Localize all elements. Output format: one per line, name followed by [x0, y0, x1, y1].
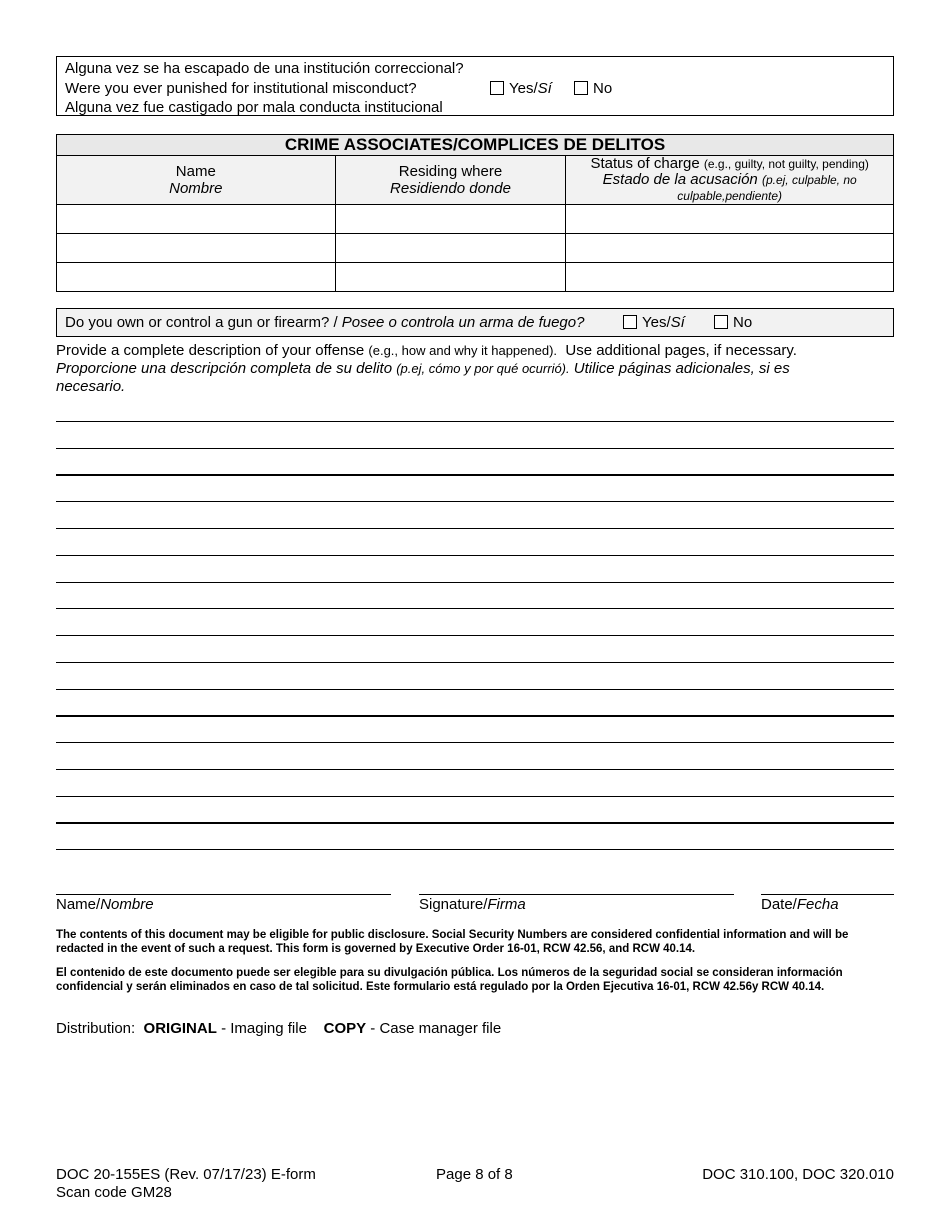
footer-policy: DOC 310.100, DOC 320.010	[702, 1166, 894, 1183]
col-status-en-hint: (e.g., guilty, not guilty, pending)	[703, 157, 869, 171]
associate-status-cell[interactable]	[566, 205, 894, 234]
footer-form-id: DOC 20-155ES (Rev. 07/17/23) E-form	[56, 1166, 316, 1183]
yes-label: Yes/	[642, 314, 671, 331]
writing-line[interactable]	[56, 448, 894, 449]
name-label-en: Name/	[56, 896, 101, 913]
associate-name-cell[interactable]	[57, 234, 336, 263]
col-residing-es: Residiendo donde	[390, 180, 511, 197]
offense-prompt-es-tail: Utilice páginas adicionales, si es necesario.	[56, 360, 790, 395]
offense-prompt-en-tail: Use additional pages, if necessary.	[565, 342, 797, 359]
associate-status-cell[interactable]	[566, 234, 894, 263]
associate-name-cell[interactable]	[57, 205, 336, 234]
col-name-en: Name	[175, 163, 216, 180]
signature-label-es: Firma	[487, 896, 526, 913]
distribution-label: Distribution:	[56, 1020, 136, 1037]
date-label-es: Fecha	[796, 896, 839, 913]
col-header-name	[57, 156, 336, 205]
writing-line[interactable]	[56, 474, 894, 476]
writing-line[interactable]	[56, 715, 894, 717]
table-row	[57, 263, 894, 292]
no-label: No	[593, 80, 613, 97]
associate-residing-cell[interactable]	[335, 205, 566, 234]
signature-label-en: Signature/	[419, 896, 488, 913]
name-signature-line[interactable]	[56, 894, 391, 895]
firearm-yes-checkbox[interactable]	[623, 315, 637, 329]
misconduct-yes-checkbox[interactable]	[490, 81, 504, 95]
table-row	[57, 205, 894, 234]
footer-page-number: Page 8 of 8	[436, 1166, 513, 1183]
distribution-original-desc: - Imaging file	[221, 1020, 307, 1037]
firearm-question	[65, 313, 584, 333]
writing-line[interactable]	[56, 555, 894, 556]
col-status-es: Estado de la acusación	[602, 171, 758, 188]
legal-notice-en: The contents of this document may be eligible for public disclosure. Social Security Numbers are considered confidential information and will be redacted in the event of such a request. This form is governed by Executive Order 16-01, RCW 42.56, and RCW 40.14.	[56, 929, 849, 955]
legal-notice-es: El contenido de este documento puede ser elegible para su divulgación pública. Los números de la seguridad social se consideran información confidencial y serán eliminados en caso de tal solicitud. Este formulario está regulado por la Orden Ejecutiva 16-01, RCW 42.56y RCW 40.14.	[56, 967, 843, 993]
offense-prompt-es-hint: (p.ej, cómo y por qué ocurrió).	[396, 361, 570, 376]
yes-label: Yes/	[509, 80, 538, 97]
footer-scan-code: Scan code GM28	[56, 1184, 172, 1201]
date-label-en: Date/	[761, 896, 797, 913]
crime-associates-title: CRIME ASSOCIATES/COMPLICES DE DELITOS	[57, 135, 894, 156]
distribution	[56, 1020, 501, 1038]
distribution-copy-desc: - Case manager file	[370, 1020, 502, 1037]
col-status-es-hint: (p.ej, culpable, no culpable,pendiente)	[677, 173, 857, 203]
col-residing-en: Residing where	[398, 163, 503, 180]
escape-misconduct-box	[56, 56, 894, 116]
misconduct-no-checkbox[interactable]	[574, 81, 588, 95]
col-header-status	[566, 156, 894, 205]
col-header-residing	[335, 156, 566, 205]
firearm-question-box	[56, 308, 894, 337]
signature-line[interactable]	[419, 894, 734, 895]
table-row	[57, 234, 894, 263]
distribution-copy: COPY	[323, 1020, 367, 1037]
yes-label-es: Sí	[537, 80, 552, 97]
misconduct-no-option[interactable]	[574, 79, 612, 99]
firearm-no-checkbox[interactable]	[714, 315, 728, 329]
writing-line[interactable]	[56, 421, 894, 422]
offense-prompt-es	[56, 360, 856, 396]
col-status-en: Status of charge	[590, 155, 700, 172]
writing-line[interactable]	[56, 501, 894, 502]
firearm-no-option[interactable]	[714, 313, 752, 333]
yes-label-es: Sí	[670, 314, 685, 331]
writing-line[interactable]	[56, 528, 894, 529]
writing-line[interactable]	[56, 769, 894, 770]
writing-line[interactable]	[56, 822, 894, 824]
distribution-original: ORIGINAL	[143, 1020, 217, 1037]
associate-name-cell[interactable]	[57, 263, 336, 292]
offense-prompt-en-hint: (e.g., how and why it happened).	[368, 343, 558, 358]
date-label	[761, 896, 839, 914]
writing-line[interactable]	[56, 662, 894, 663]
associate-status-cell[interactable]	[566, 263, 894, 292]
associate-residing-cell[interactable]	[335, 234, 566, 263]
writing-line[interactable]	[56, 796, 894, 797]
offense-prompt-en	[56, 342, 856, 360]
offense-prompt-es-text: Proporcione una descripción completa de su delito	[56, 360, 393, 377]
crime-associates-table-wrap	[56, 134, 894, 292]
firearm-question-en: Do you own or control a gun or firearm? /	[65, 314, 342, 331]
writing-line[interactable]	[56, 689, 894, 690]
date-line[interactable]	[761, 894, 894, 895]
col-name-es: Nombre	[169, 180, 223, 197]
signature-label	[419, 896, 526, 914]
writing-line[interactable]	[56, 635, 894, 636]
misconduct-yes-option[interactable]	[490, 79, 552, 99]
misconduct-question-es: Alguna vez fue castigado por mala conducta institucional	[65, 99, 443, 116]
writing-line[interactable]	[56, 582, 894, 583]
associate-residing-cell[interactable]	[335, 263, 566, 292]
writing-line[interactable]	[56, 742, 894, 743]
misconduct-question-en: Were you ever punished for institutional misconduct?	[65, 80, 417, 97]
writing-line[interactable]	[56, 849, 894, 850]
firearm-yes-option[interactable]	[623, 313, 685, 333]
offense-prompt	[56, 342, 856, 396]
offense-prompt-en-text: Provide a complete description of your offense	[56, 342, 365, 359]
crime-associates-table	[56, 134, 894, 292]
writing-line[interactable]	[56, 608, 894, 609]
no-label: No	[733, 314, 753, 331]
name-label	[56, 896, 154, 914]
name-label-es: Nombre	[100, 896, 154, 913]
escape-question-es: Alguna vez se ha escapado de una institución correccional?	[65, 60, 464, 77]
firearm-question-es: Posee o controla un arma de fuego?	[341, 314, 585, 331]
